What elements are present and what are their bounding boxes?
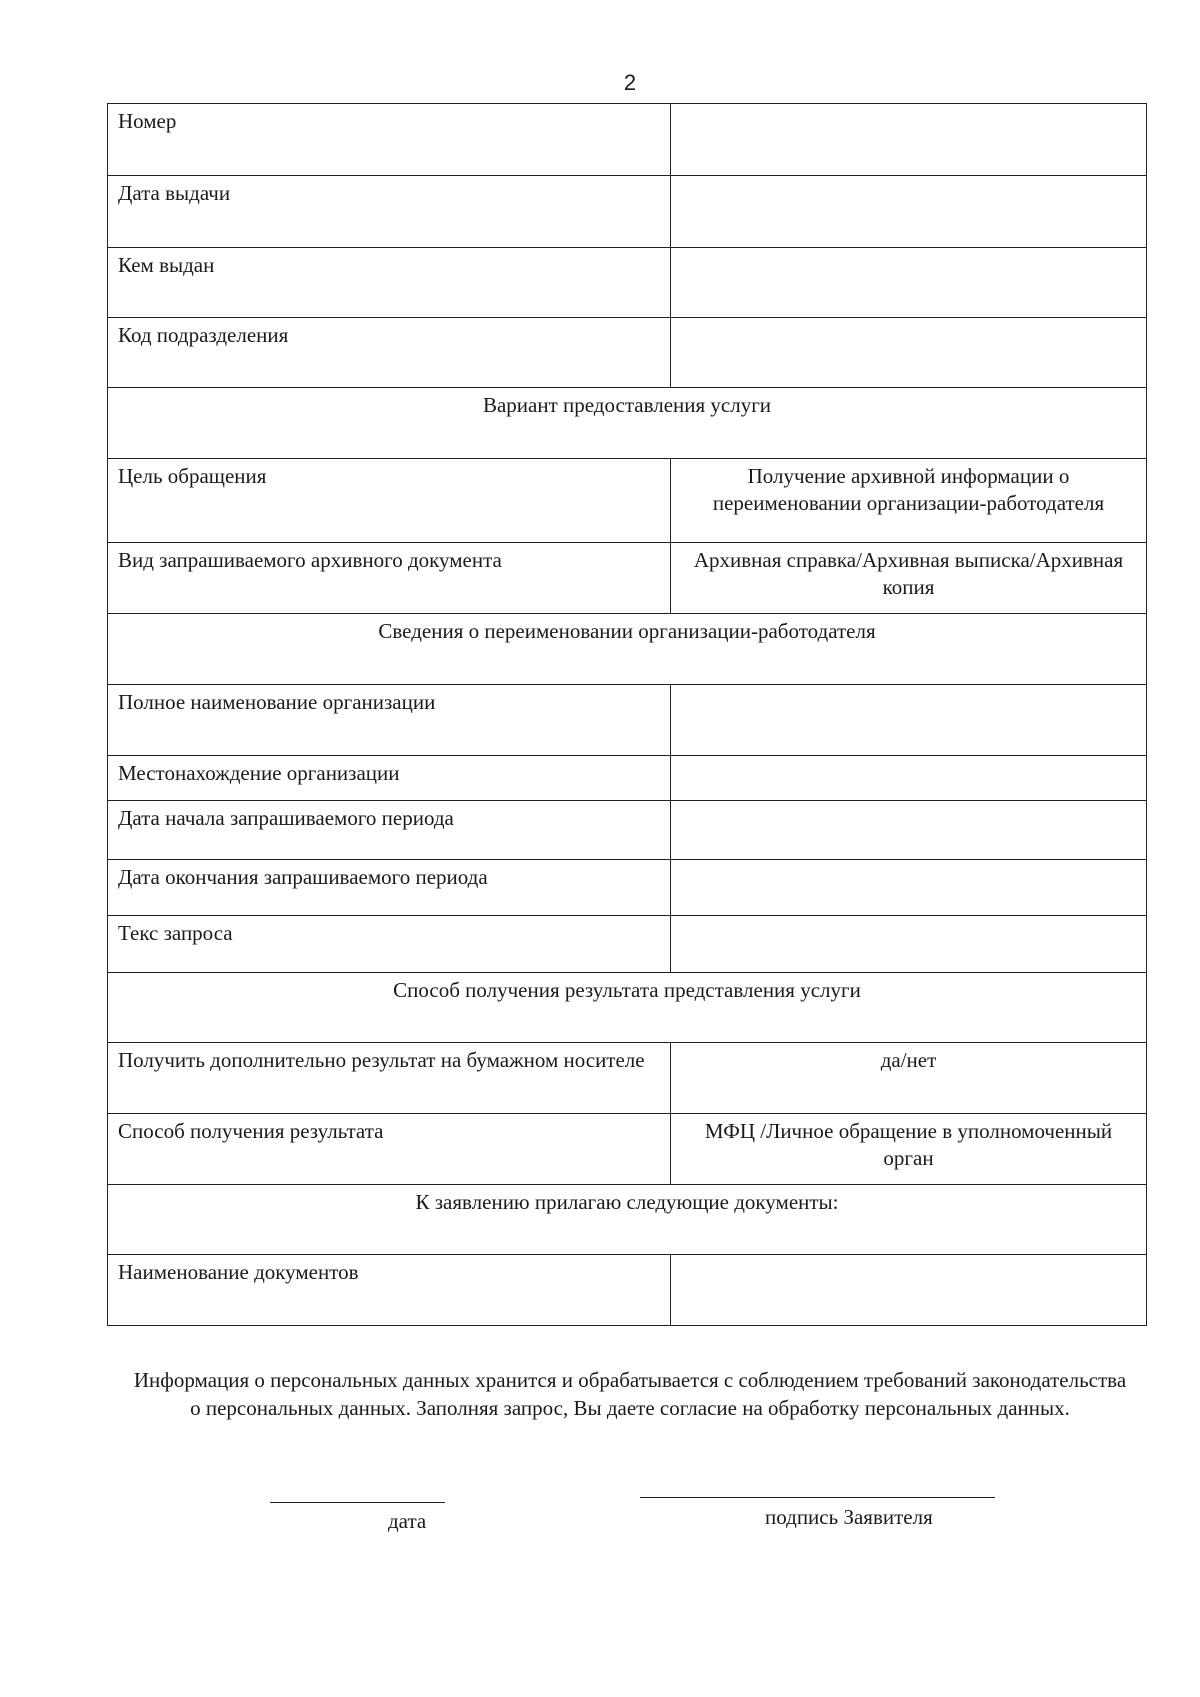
signature-caption: подпись Заявителя <box>765 1505 933 1529</box>
field-label: Код подразделения <box>108 318 671 388</box>
date-line[interactable] <box>270 1502 445 1503</box>
field-value-cell[interactable] <box>671 685 1147 756</box>
field-value-cell[interactable] <box>671 1255 1147 1326</box>
page-number: 2 <box>623 70 637 95</box>
field-value-cell[interactable] <box>671 916 1147 973</box>
form-field-row <box>108 248 1147 318</box>
form-field-row <box>108 104 1147 176</box>
field-label: Кем выдан <box>108 248 671 318</box>
field-label: Цель обращения <box>108 459 671 543</box>
date-caption: дата <box>388 1509 427 1533</box>
field-label: Получить дополнительно результат на бумажном носителе <box>108 1043 671 1114</box>
field-label: Дата начала запрашиваемого периода <box>108 801 671 860</box>
field-value-cell[interactable] <box>671 756 1147 801</box>
form-field-row <box>108 685 1147 756</box>
section-title: К заявлению прилагаю следующие документы: <box>108 1185 1147 1255</box>
application-form-table <box>107 103 1147 1326</box>
section-header-row <box>108 1185 1147 1255</box>
section-title: Сведения о переименовании организации-работодателя <box>108 614 1147 685</box>
field-label: Дата окончания запрашиваемого периода <box>108 860 671 916</box>
form-field-row <box>108 916 1147 973</box>
form-field-row <box>108 860 1147 916</box>
form-field-row <box>108 1255 1147 1326</box>
form-field-row <box>108 801 1147 860</box>
section-header-row <box>108 973 1147 1043</box>
form-field-row <box>108 176 1147 248</box>
field-label: Способ получения результата <box>108 1114 671 1185</box>
form-field-row <box>108 1114 1147 1185</box>
field-label: Вид запрашиваемого архивного документа <box>108 543 671 614</box>
form-field-row <box>108 756 1147 801</box>
field-value-cell[interactable]: Получение архивной информации о переименовании организации-работодателя <box>671 459 1147 543</box>
field-value-cell[interactable]: МФЦ /Личное обращение в уполномоченный орган <box>671 1114 1147 1185</box>
field-value-cell[interactable] <box>671 176 1147 248</box>
field-label: Полное наименование организации <box>108 685 671 756</box>
field-label: Текс запроса <box>108 916 671 973</box>
section-header-row <box>108 614 1147 685</box>
field-value-cell[interactable]: Архивная справка/Архивная выписка/Архивная копия <box>671 543 1147 614</box>
field-value-cell[interactable] <box>671 104 1147 176</box>
personal-data-consent-notice: Информация о персональных данных хранится и обрабатывается с соблюдением требований законодательства о персональных данных. Заполняя запрос, Вы даете согласие на обработку персональных данных. <box>133 1368 1127 1420</box>
form-field-row <box>108 1043 1147 1114</box>
signature-line[interactable] <box>640 1497 995 1498</box>
form-field-row <box>108 543 1147 614</box>
field-label: Номер <box>108 104 671 176</box>
section-title: Способ получения результата представления услуги <box>108 973 1147 1043</box>
section-title: Вариант предоставления услуги <box>108 388 1147 459</box>
field-label: Наименование документов <box>108 1255 671 1326</box>
field-value-cell[interactable] <box>671 801 1147 860</box>
field-value-cell[interactable] <box>671 318 1147 388</box>
form-field-row <box>108 459 1147 543</box>
section-header-row <box>108 388 1147 459</box>
field-value-cell[interactable]: да/нет <box>671 1043 1147 1114</box>
field-value-cell[interactable] <box>671 860 1147 916</box>
field-value-cell[interactable] <box>671 248 1147 318</box>
form-field-row <box>108 318 1147 388</box>
form-table-body <box>108 104 1147 1326</box>
field-label: Дата выдачи <box>108 176 671 248</box>
field-label: Местонахождение организации <box>108 756 671 801</box>
